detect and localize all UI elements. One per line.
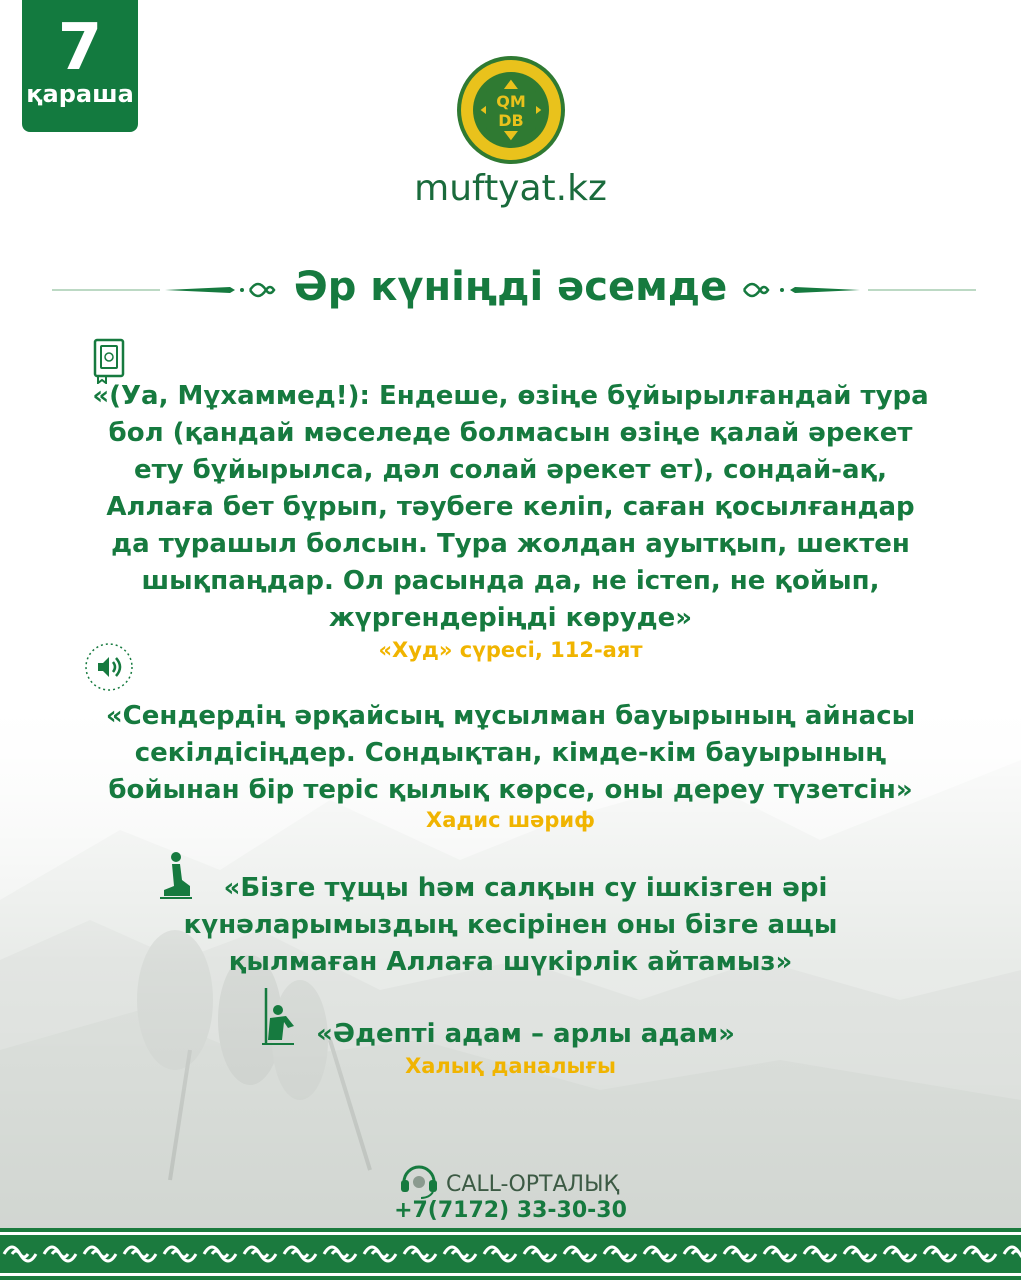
- title-row: [0, 258, 1021, 318]
- proverb-text: «Әдепті адам – арлы адам»: [316, 1019, 735, 1049]
- call-center-phone[interactable]: +7(7172) 33-30-30: [394, 1198, 627, 1223]
- headset-icon: [398, 1158, 440, 1200]
- qmdb-logo: [456, 55, 566, 165]
- ayah-text: «(Уа, Мұхаммед!): Ендеше, өзіңе бұйырылғандай тура бол (қандай мәселеде болмасын өзіңе қалай әрекет ету бұйырылса, дәл солай әрекет ет), сондай-ақ, Аллаға бет бұрып, тәубеге келіп, саған қосылғандар да турашыл болсын. Тура жолдан ауытқып, шектен шықпаңдар. Ол расында да, не істеп, не қойып, жүргендеріңді көруде»: [92, 381, 929, 633]
- call-center-label: CALL-ОРТАЛЫҚ: [446, 1172, 620, 1197]
- date-badge: [22, 0, 138, 132]
- dua-block: [0, 870, 1021, 981]
- hadith-source: Хадис шәриф: [426, 808, 595, 832]
- svg-text:DB: DB: [498, 111, 524, 130]
- date-day: 7: [57, 11, 103, 85]
- speaker-icon: [84, 642, 134, 692]
- page-title: Әр күніңді әсемде: [293, 264, 728, 310]
- proverb-source: Халық даналығы: [405, 1054, 616, 1078]
- footer-ornament-band: [0, 1228, 1021, 1280]
- ayah-source: «Худ» сүресі, 112-аят: [378, 638, 643, 662]
- dua-text: «Бізге тұщы һәм салқын су ішкізген әрі күнәларымыздың кесірінен оны бізге ащы қылмаған Аллаға шүкірлік айтамыз»: [183, 873, 838, 977]
- hadith-block: [0, 698, 1021, 809]
- hadith-text: «Сендердің әрқайсың мұсылман бауырының айнасы секілдісіңдер. Сондықтан, кімде-кім бауырының бойынан бір теріс қылық көрсе, оны дереу түзетсін»: [105, 701, 916, 805]
- date-month: қараша: [26, 80, 134, 108]
- site-name: muftyat.kz: [414, 168, 607, 209]
- svg-text:QM: QM: [496, 92, 526, 111]
- ayah-block: [0, 378, 1021, 637]
